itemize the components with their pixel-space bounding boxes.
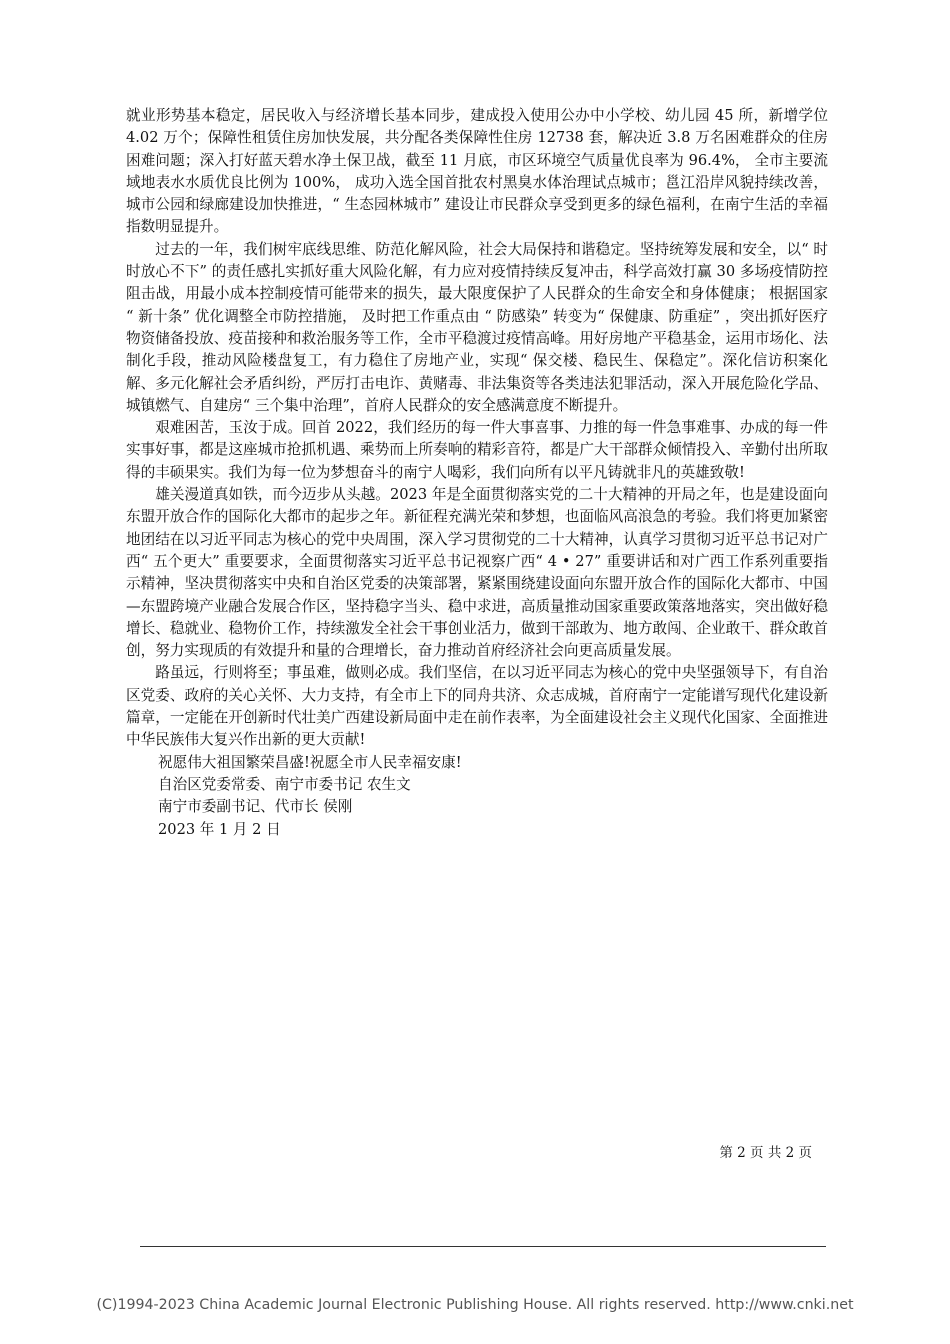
page-number: 第 2 页 共 2 页	[719, 1145, 812, 1161]
footer-divider	[140, 1246, 826, 1247]
signature-acting-mayor: 南宁市委副书记、代市长 侯刚	[158, 798, 353, 816]
document-date: 2023 年 1 月 2 日	[158, 820, 281, 838]
paragraph-employment-and-livelihood: 就业形势基本稳定，居民收入与经济增长基本同步，建成投入使用公办中小学校、幼儿园 45 所，新增学位 4.02 万个；保障性租赁住房加快发展，共分配各类保障性住房 12738 套，解决近 3.8 万名困难群众的住房困难问题；深入打好蓝天碧水净土保卫战，截至 11 月底，市区环境空气质量优良率为 96.4%， 全市主要流域地表水水质优良比例为 100%， 成功入选全国首批农村黑臭水体治理试点城市；邕江沿岸风貌持续改善，城市公园和绿廊建设加快推进，“ 生态园林城市” 建设让市民群众享受到更多的绿色福利，在南宁生活的幸福指数明显提升。	[126, 107, 828, 236]
signature-party-secretary: 自治区党委常委、南宁市委书记 农生文	[158, 775, 411, 793]
paragraph-outlook-2023: 雄关漫道真如铁，而今迈步从头越。2023 年是全面贯彻落实党的二十大精神的开局之年，也是建设面向东盟开放合作的国际化大都市的起步之年。新征程充满光荣和梦想，也面临风高浪急的考验。我们将更加紧密地团结在以习近平同志为核心的党中央周围，深入学习贯彻党的二十大精神，认真学习贯彻习近平总书记对广西“ 五个更大” 重要要求，全面贯彻落实习近平总书记视察广西“ 4 • 27” 重要讲话和对广西工作系列重要指示精神，坚决贯彻落实中央和自治区党委的决策部署，紧紧围绕建设面向东盟开放合作的国际化大都市、中国—东盟跨境产业融合发展合作区，坚持稳字当头、稳中求进，高质量推动国家重要政策落地落实，突出做好稳增长、稳就业、稳物价工作，持续激发全社会干事创业活力，做到干部敢为、地方敢闯、企业敢干、群众敢首创，努力实现质的有效提升和量的合理增长，奋力推动首府经济社会向更高质量发展。	[126, 486, 828, 660]
paragraph-conclusion: 路虽远，行则将至；事虽难，做则必成。我们坚信，在以习近平同志为核心的党中央坚强领导下，有自治区党委、政府的关心关怀、大力支持，有全市上下的同舟共济、众志成城，首府南宁一定能谱写现代化建设新篇章，一定能在开创新时代壮美广西建设新局面中走在前作表率，为全面建设社会主义现代化国家、全面推进中华民族伟大复兴作出新的更大贡献!	[126, 664, 828, 749]
closing-blessing: 祝愿伟大祖国繁荣昌盛!祝愿全市人民幸福安康!	[158, 753, 462, 771]
paragraph-review-2022: 艰难困苦，玉汝于成。回首 2022，我们经历的每一件大事喜事、力推的每一件急事难事、办成的每一件实事好事，都是这座城市抢抓机遇、乘势而上所奏响的精彩音符，都是广大干部群众倾情投入、辛勤付出所取得的丰硕果实。我们为每一位为梦想奋斗的南宁人喝彩，我们向所有以平凡铸就非凡的英雄致敬!	[126, 419, 828, 481]
article-body	[126, 105, 828, 841]
paragraph-risk-prevention: 过去的一年，我们树牢底线思维、防范化解风险，社会大局保持和谐稳定。坚持统筹发展和安全，以“ 时时放心不下” 的责任感扎实抓好重大风险化解，有力应对疫情持续反复冲击，科学高效打赢 30 多场疫情防控阻击战，用最小成本控制疫情可能带来的损失，最大限度保护了人民群众的生命安全和身体健康； 根据国家 “ 新十条” 优化调整全市防控措施， 及时把工作重点由 “ 防感染” 转变为“ 保健康、防重症” ，突出抓好医疗物资储备投放、疫苗接种和救治服务等工作，全市平稳渡过疫情高峰。用好房地产平稳基金，运用市场化、法制化手段，推动风险楼盘复工，有力稳住了房地产业，实现“ 保交楼、稳民生、保稳定”。深化信访积案化解、多元化解社会矛盾纠纷，严厉打击电诈、黄赌毒、非法集资等各类违法犯罪活动，深入开展危险化学品、城镇燃气、自建房“ 三个集中治理”，首府人民群众的安全感满意度不断提升。	[126, 240, 828, 414]
copyright-notice: (C)1994-2023 China Academic Journal Electronic Publishing House. All rights reserved. http://www.cnki.net	[96, 1297, 854, 1313]
